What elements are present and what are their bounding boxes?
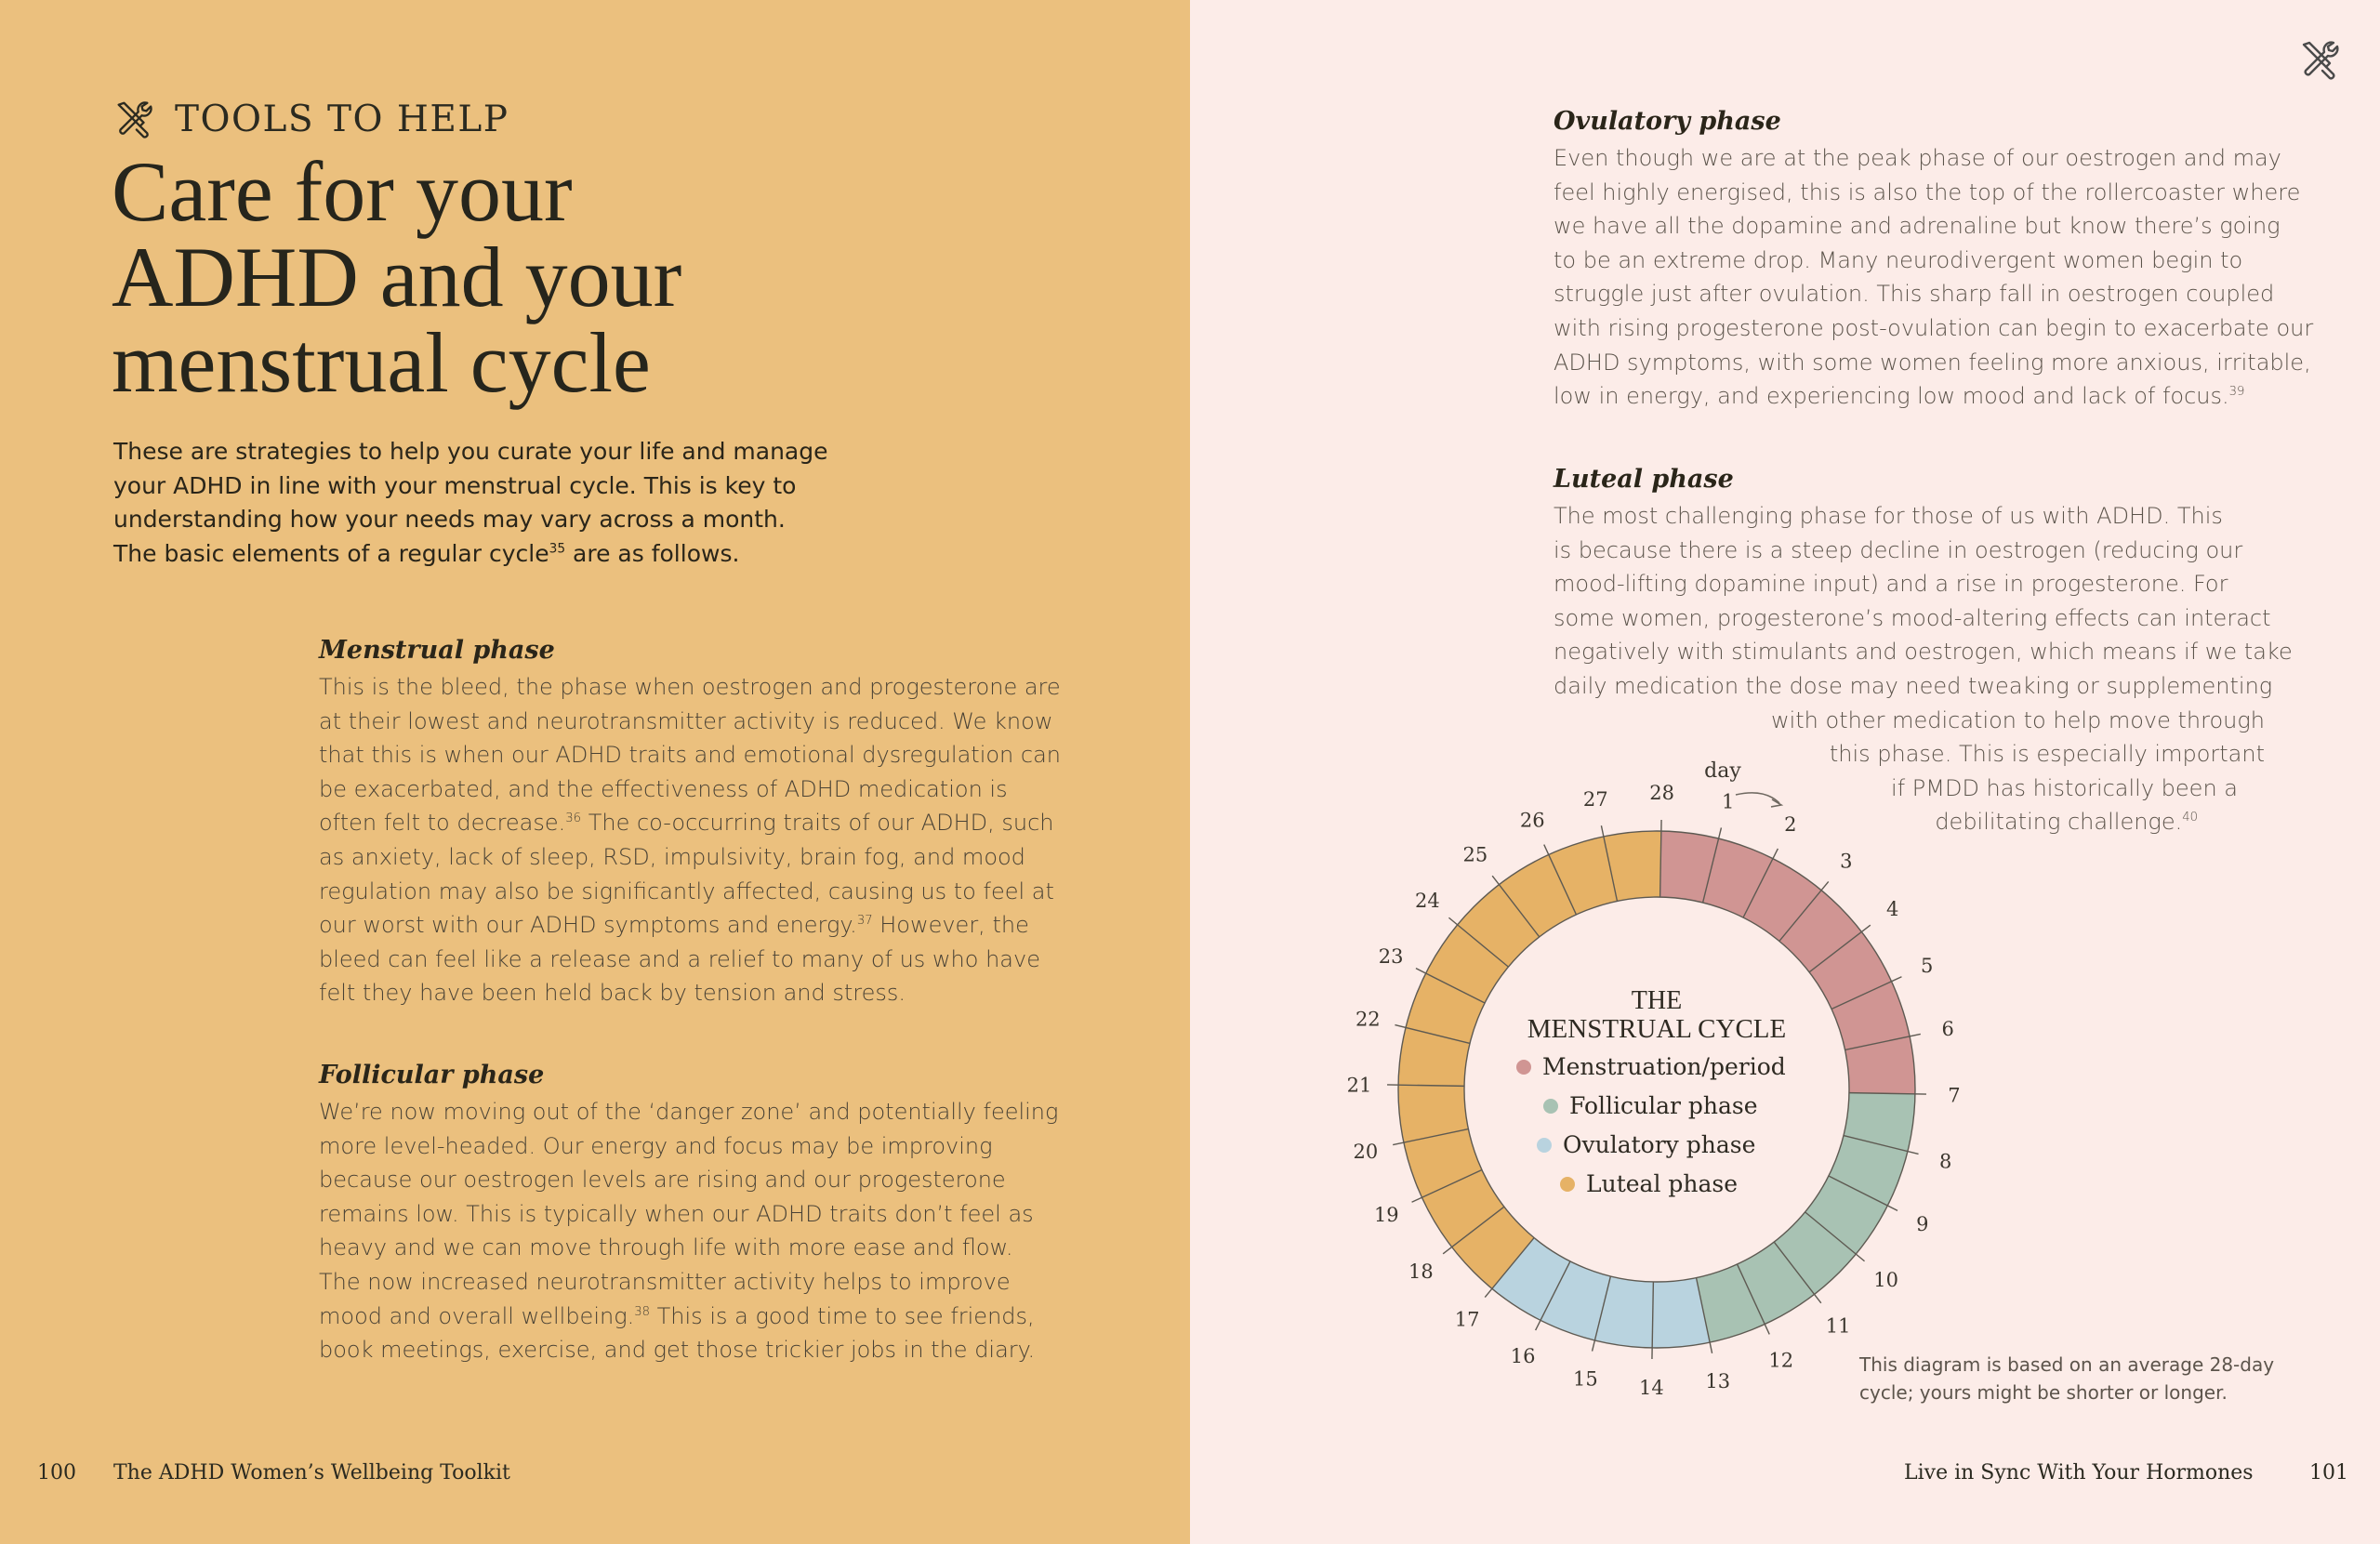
legend-label: Ovulatory phase	[1563, 1131, 1756, 1158]
body-line: This is the bleed, the phase when oestrogen and progesterone are	[319, 674, 1061, 700]
tools-icon	[112, 98, 154, 140]
footnote-ref: 35	[549, 541, 566, 557]
day-number-label: 21	[1346, 1074, 1372, 1097]
menstrual-phase-body	[319, 670, 1063, 1010]
page-number-right: 101	[2309, 1461, 2348, 1485]
running-title-right: Live in Sync With Your Hormones	[1904, 1461, 2254, 1485]
footnote-ref: 38	[634, 1304, 651, 1319]
intro-line-text: The basic elements of a regular cycle	[113, 539, 549, 567]
body-text: often felt to decrease.	[319, 810, 566, 837]
body-line: regulation may also be significantly affected, causing us to feel at	[319, 878, 1054, 904]
legend-swatch	[1516, 1060, 1531, 1075]
body-line	[319, 908, 1063, 943]
body-line: The now increased neurotransmitter activity helps to improve	[319, 1268, 1011, 1295]
body-line: we have all the dopamine and adrenaline but know there’s going	[1554, 213, 2281, 240]
day-number-label: 23	[1378, 945, 1404, 969]
tools-icon	[2296, 37, 2341, 82]
footnote-ref: 39	[2228, 385, 2245, 400]
ovulatory-phase-section	[1554, 107, 2325, 414]
legend-swatch	[1537, 1138, 1552, 1153]
body-line: with other medication to help move through	[1770, 706, 2265, 733]
body-line: heavy and we can move through life with more ease and flow.	[319, 1234, 1013, 1261]
body-line: some women, progesterone’s mood-altering effects can interact	[1554, 604, 2271, 631]
body-line: be exacerbated, and the effectiveness of ADHD medication is	[319, 775, 1008, 802]
follicular-phase-section	[319, 1061, 1063, 1367]
day-number-label: 12	[1768, 1349, 1794, 1372]
body-line: felt they have been held back by tension and stress.	[319, 980, 906, 1007]
body-line	[319, 1300, 1063, 1334]
body-text: debilitating challenge.	[1935, 809, 2183, 836]
note-line: This diagram is based on an average 28-day	[1859, 1353, 2275, 1376]
section-kicker	[112, 98, 509, 140]
cycle-ring-dividers	[1387, 820, 1929, 1359]
day-number-label: 3	[1840, 850, 1853, 873]
body-line: is because there is a steep decline in oestrogen (reducing our	[1554, 536, 2243, 563]
day-number-label: 22	[1355, 1008, 1381, 1031]
body-line: that this is when our ADHD traits and emotional dysregulation can	[319, 742, 1062, 769]
body-line: bleed can feel like a release and a relief to many of us who have	[319, 945, 1040, 972]
body-line	[1554, 379, 2325, 414]
day-number-label: 20	[1353, 1140, 1379, 1163]
body-line: because our oestrogen levels are rising and our progesterone	[319, 1167, 1006, 1194]
note-line: cycle; yours might be shorter or longer.	[1859, 1381, 2228, 1404]
diagram-note	[1859, 1351, 2287, 1406]
title-line-1: Care for your	[112, 144, 573, 239]
intro-line: understanding how your needs may vary across a month.	[113, 506, 786, 533]
cycle-ring	[1398, 831, 1915, 1348]
legend-swatch	[1560, 1177, 1575, 1192]
body-line: mood-lifting dopamine input) and a rise in progesterone. For	[1554, 571, 2228, 598]
ring-outline	[1464, 897, 1849, 1282]
menstrual-phase-heading: Menstrual phase	[319, 636, 555, 665]
body-text: mood and overall wellbeing.	[319, 1302, 635, 1329]
intro-line-tail: are as follows.	[565, 539, 740, 567]
day-number-label: 11	[1825, 1314, 1851, 1338]
running-title-left: The ADHD Women’s Wellbeing Toolkit	[113, 1461, 510, 1485]
body-text: low in energy, and experiencing low mood and lack of focus.	[1554, 383, 2229, 410]
body-line: with rising progesterone post-ovulation can begin to exacerbate our	[1554, 314, 2314, 341]
day-arrow-icon	[1736, 793, 1779, 803]
day-number-label: 26	[1519, 809, 1545, 832]
day-number-label: 19	[1373, 1203, 1399, 1226]
follicular-phase-heading: Follicular phase	[319, 1061, 545, 1089]
menstrual-cycle-diagram	[1320, 744, 1990, 1413]
ovulatory-phase-body	[1554, 141, 2325, 414]
legend-label: Luteal phase	[1586, 1170, 1739, 1197]
menstrual-phase-section	[319, 636, 1063, 1010]
intro-line: your ADHD in line with your menstrual cycle. This is key to	[113, 471, 797, 499]
day-number-label: 24	[1414, 890, 1440, 913]
body-line: if PMDD has historically been a	[1891, 774, 2238, 801]
body-line	[319, 806, 1063, 840]
day-number-label: 28	[1649, 782, 1674, 805]
intro-line: These are strategies to help you curate your life and manage	[113, 438, 828, 465]
title-line-2: ADHD and your	[112, 230, 682, 324]
day-label: day	[1704, 759, 1741, 783]
body-line: book meetings, exercise, and get those trickier jobs in the diary.	[319, 1337, 1036, 1364]
body-line: ADHD symptoms, with some women feeling more anxious, irritable,	[1554, 349, 2311, 376]
body-line: more level-headed. Our energy and focus may be improving	[319, 1132, 993, 1159]
intro-paragraph	[113, 435, 876, 571]
footnote-ref: 37	[856, 914, 873, 929]
body-text: The co-occurring traits of our ADHD, such	[581, 810, 1054, 837]
day-number-label: 10	[1873, 1268, 1899, 1291]
day-number-label: 15	[1572, 1367, 1598, 1391]
ovulatory-phase-heading: Ovulatory phase	[1554, 107, 1781, 136]
body-line: feel highly energised, this is also the top of the rollercoaster where	[1554, 178, 2301, 205]
body-line: The most challenging phase for those of us with ADHD. This	[1554, 503, 2223, 529]
day-number-label: 1	[1721, 790, 1735, 813]
day-number-label: 4	[1885, 897, 1899, 920]
body-line: as anxiety, lack of sleep, RSD, impulsivity, brain fog, and mood	[319, 843, 1025, 870]
footnote-ref: 40	[2182, 811, 2198, 825]
day-number-label: 13	[1705, 1370, 1731, 1393]
day-number-label: 25	[1462, 843, 1488, 866]
day-number-label: 6	[1941, 1018, 1954, 1041]
intro-line	[113, 537, 876, 572]
diagram-title-line-2: MENSTRUAL CYCLE	[1527, 1014, 1787, 1044]
diagram-title-line-1: THE	[1631, 986, 1683, 1015]
day-number-label: 2	[1784, 813, 1797, 837]
body-line: daily medication the dose may need tweaking or supplementing	[1554, 672, 2273, 699]
body-text: our worst with our ADHD symptoms and energy.	[319, 912, 857, 939]
body-text: However, the	[872, 912, 1029, 939]
legend-swatch	[1543, 1099, 1558, 1114]
kicker-text: TOOLS TO HELP	[175, 98, 509, 140]
page-number-left: 100	[37, 1461, 76, 1485]
day-number-label: 27	[1582, 787, 1608, 811]
luteal-phase-heading: Luteal phase	[1554, 465, 1734, 494]
follicular-phase-body	[319, 1095, 1063, 1367]
day-number-label: 7	[1948, 1084, 1961, 1107]
legend-label: Menstruation/period	[1542, 1053, 1786, 1080]
legend-label: Follicular phase	[1569, 1092, 1758, 1119]
day-number-label: 9	[1916, 1212, 1929, 1235]
diagram-legend	[1516, 1053, 1786, 1197]
day-number-label: 8	[1938, 1150, 1952, 1173]
day-number-label: 18	[1408, 1260, 1434, 1284]
footnote-ref: 36	[565, 812, 582, 826]
body-line: at their lowest and neurotransmitter activity is reduced. We know	[319, 707, 1053, 734]
body-line: negatively with stimulants and oestrogen, which means if we take	[1554, 639, 2293, 666]
body-text: This is a good time to see friends,	[650, 1302, 1035, 1329]
day-number-label: 5	[1921, 955, 1934, 978]
body-line: to be an extreme drop. Many neurodivergent women begin to	[1554, 246, 2243, 273]
title-line-3: menstrual cycle	[112, 315, 651, 410]
body-line: We’re now moving out of the ‘danger zone’ and potentially feeling	[319, 1099, 1059, 1125]
day-number-label: 14	[1639, 1376, 1664, 1399]
body-line: remains low. This is typically when our ADHD traits don’t feel as	[319, 1200, 1034, 1227]
day-number-label: 17	[1454, 1308, 1480, 1331]
body-line: struggle just after ovulation. This sharp fall in oestrogen coupled	[1554, 281, 2275, 308]
day-number-label: 16	[1510, 1344, 1536, 1367]
body-line: Even though we are at the peak phase of our oestrogen and may	[1554, 145, 2281, 171]
page-title	[112, 144, 948, 410]
body-line: this phase. This is especially important	[1829, 741, 2265, 768]
